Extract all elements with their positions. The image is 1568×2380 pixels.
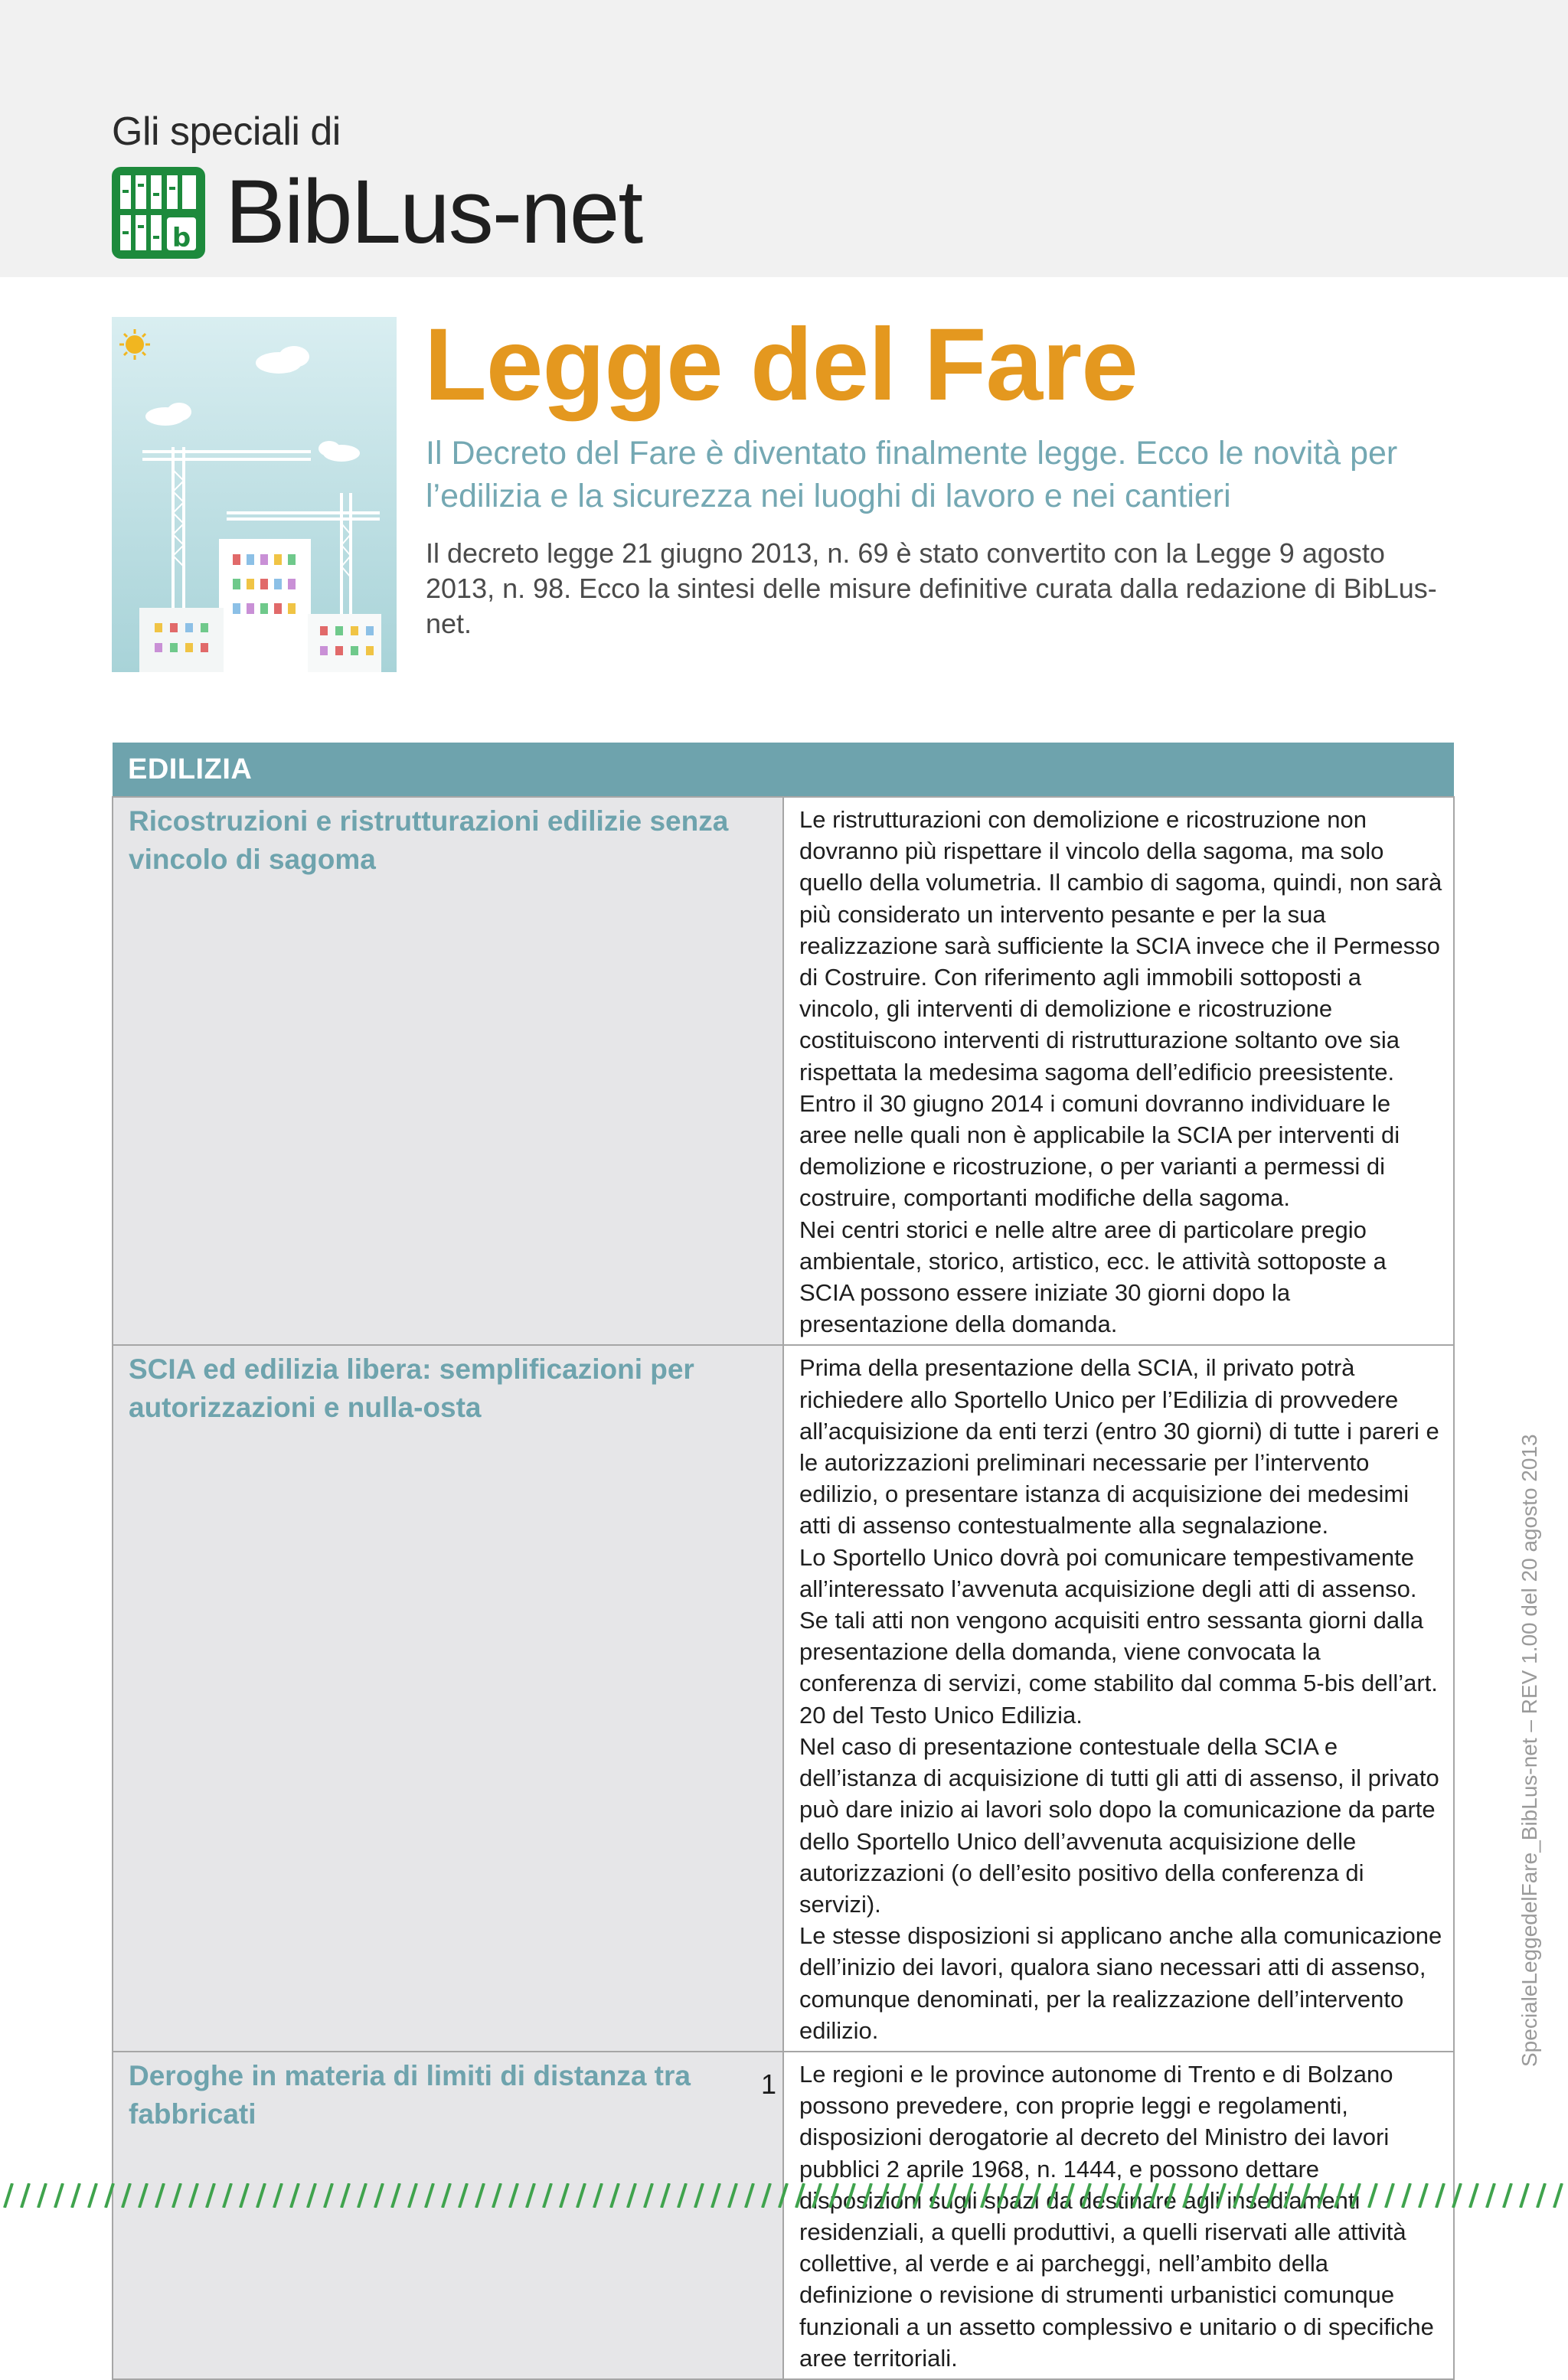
row-paragraph: Le regioni e le province autonome di Trento e di Bolzano possono prevedere, con proprie leggi e regolamenti, disposizioni derogatorie al decreto del Ministro dei lavori pubblici 2 aprile 1968, n. 1444, e possono dettare residenziali, a quelli produttivi, a quelli riservati alle attività collettive, al verde e ai parcheggi, nell’ambito della definizione o revisione di strumenti urbanistici comunque funzionali a un assetto complessivo e unitario o di specifiche aree territoriali. [799, 2060, 1434, 2372]
brand-name: BibLus-net [225, 162, 642, 263]
row-paragraph: Le stesse disposizioni si applicano anche alla comunicazione dell’inizio dei lavori, qualora siano necessari atti di assenso, comunque denominati, per la realizzazione dell’intervento edilizio. [799, 1922, 1442, 2044]
row-label: SCIA ed edilizia libera: semplificazioni per autorizzazioni e nulla-osta [113, 1345, 783, 2051]
row-label: Ricostruzioni e ristrutturazioni edilizie senza vincolo di sagoma [113, 797, 783, 1345]
row-content [783, 797, 1454, 1345]
row-paragraph: Se tali atti non vengono acquisiti entro sessanta giorni dalla presentazione della domanda, viene convocata la conferenza di servizi, come stabilito dal comma 5-bis dell’art. 20 del Testo Unico Edilizia. [799, 1607, 1438, 1729]
decorative-stripes [0, 2183, 1568, 2208]
edilizia-table [112, 743, 1455, 2380]
biblus-logo-icon [112, 167, 205, 259]
page-subtitle: Il Decreto del Fare è diventato finalmente legge. Ecco le novità per l’edilizia e la sicurezza nei luoghi di lavoro e nei cantieri [426, 435, 1398, 514]
table-row [113, 2052, 1454, 2379]
city-construction-illustration [112, 317, 397, 672]
row-paragraph: Nei centri storici e nelle altre aree di particolare pregio ambientale, storico, artistico, ecc. le attività sottoposte a SCIA possono essere iniziate 30 giorni dopo la presentazione della domanda. [799, 1216, 1387, 1338]
row-paragraph: Prima della presentazione della SCIA, il privato potrà richiedere allo Sportello Unico per l’Edilizia di provvedere all’acquisizione da enti terzi (entro 30 giorni) di tutte i pareri e le autorizzazioni preliminari necessarie per l’intervento edilizio, o presentare istanza di acquisizione dei medesimi atti di assenso contestualmente alla segnalazione. [799, 1354, 1439, 1539]
row-paragraph: Nel caso di presentazione contestuale della SCIA e dell’istanza di acquisizione di tutti gli atti di assenso, il privato può dare inizio ai lavori solo dopo la comunicazione da parte dello Sportello Unico dell’avvenuta acquisizione delle autorizzazioni (o dell’esito positivo della conferenza di servizi). [799, 1732, 1439, 1918]
revision-note: SpecialeLeggedelFare_BibLus-net – REV 1.00 del 20 agosto 2013 [1517, 1434, 1541, 2067]
page-number: 1 [760, 2068, 777, 2100]
page-title: Legge del Fare [424, 308, 1138, 422]
section-heading: EDILIZIA [113, 743, 1454, 797]
table-row [113, 1345, 1454, 2051]
header-kicker: Gli speciali di [112, 109, 341, 154]
row-label: Deroghe in materia di limiti di distanza tra fabbricati [113, 2052, 783, 2379]
row-paragraph: Lo Sportello Unico dovrà poi comunicare tempestivamente all’interessato l’avvenuta acquisizione degli atti di assenso. [799, 1543, 1417, 1602]
row-content [783, 1345, 1454, 2051]
intro-paragraph: Il decreto legge 21 giugno 2013, n. 69 è stato convertito con la Legge 9 agosto 2013, n. 98. Ecco la sintesi delle misure definitive curata dalla redazione di BibLus-net. [426, 537, 1437, 639]
logo-letter: b [172, 223, 191, 253]
row-content [783, 2052, 1454, 2379]
table-row [113, 797, 1454, 1345]
row-paragraph: Le ristrutturazioni con demolizione e ricostruzione non dovranno più rispettare il vincolo della sagoma, ma solo quello della volumetria. Il cambio di sagoma, quindi, non sarà più considerato un intervento pesante e per la sua realizzazione sarà sufficiente la SCIA invece che il Permesso di Costruire. Con riferimento agli immobili sottoposti a vincolo, gli interventi di demolizione e ricostruzione costituiscono interventi di ristrutturazione soltanto ove sia rispettata la medesima sagoma dell’edificio preesistente. Entro il 30 giugno 2014 i comuni dovranno individuare le aree nelle quali non è applicabile la SCIA per interventi di demolizione e ricostruzione, o per varianti a permessi di costruire, comportanti modifiche della sagoma. [799, 806, 1442, 1212]
sun-icon [119, 329, 150, 360]
